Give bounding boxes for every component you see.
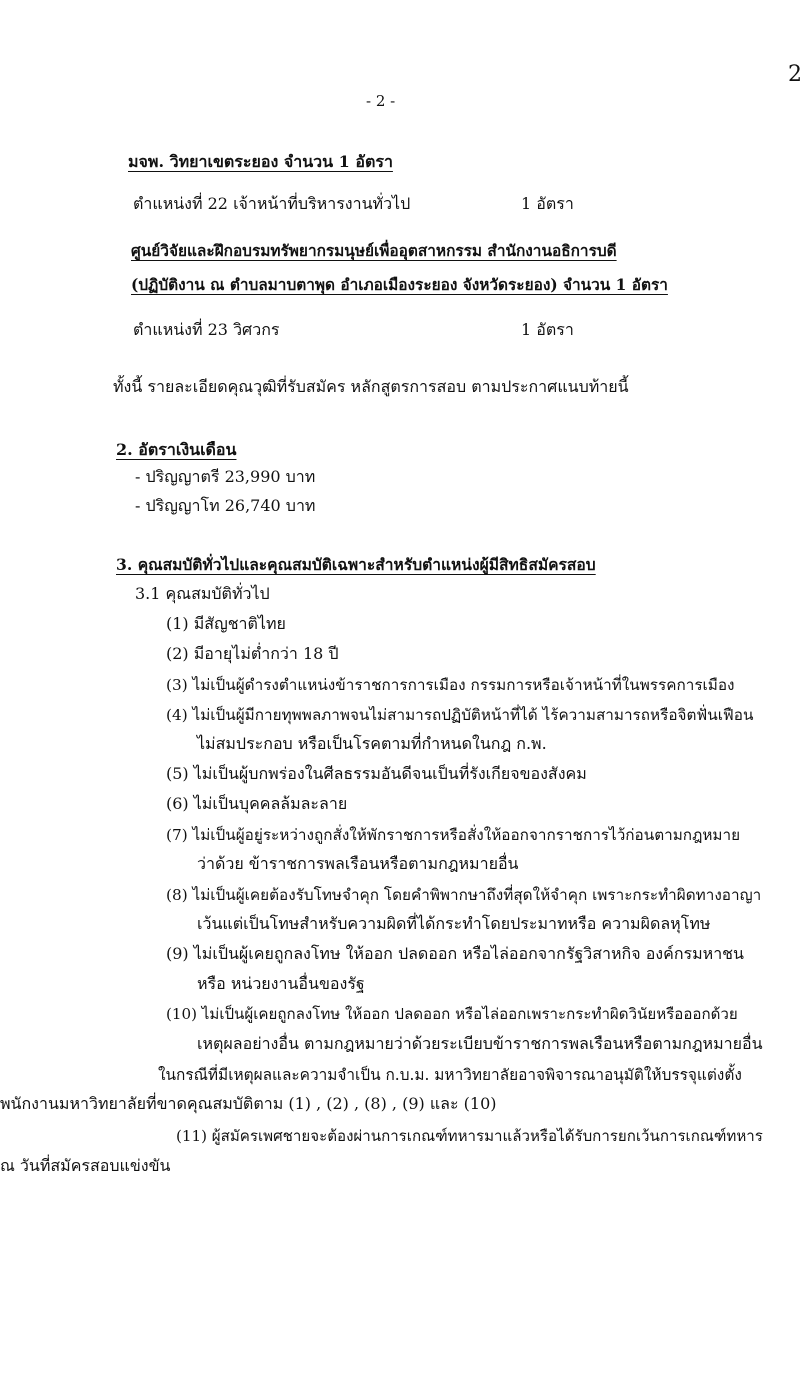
page-corner-number: 2: [788, 62, 802, 87]
unit2-position: ตำแหน่งที่ 23 วิศวกร: [133, 320, 280, 339]
qual-line-5: (5) ไม่เป็นผู้บกพร่องในศีลธรรมอันดีจนเป็นที่รังเกียจของสังคม: [166, 764, 587, 783]
unit1-rate: 1 อัตรา: [521, 194, 574, 213]
qual-line-4: (4) ไม่เป็นผู้มีกายทุพพลภาพจนไม่สามารถปฏิบัติหน้าที่ได้ ไร้ความสามารถหรือจิตฟั่นเฟือน: [166, 706, 754, 724]
note-text: ทั้งนี้ รายละเอียดคุณวุฒิที่รับสมัคร หลักสูตรการสอบ ตามประกาศแนบท้ายนี้: [113, 377, 629, 396]
qual-line-10: (10) ไม่เป็นผู้เคยถูกลงโทษ ให้ออก ปลดออก หรือไล่ออกเพราะกระทำผิดวินัยหรือออกด้วย: [166, 1005, 738, 1023]
unit2-heading-line2: (ปฏิบัติงาน ณ ตำบลมาบตาพุด อำเภอเมืองระยอง จังหวัดระยอง) จำนวน 1 อัตรา: [131, 276, 668, 294]
qual-line-1: (1) มีสัญชาติไทย: [166, 614, 286, 633]
qual-line-10-cont: เหตุผลอย่างอื่น ตามกฎหมายว่าด้วยระเบียบข้าราชการพลเรือนหรือตามกฎหมายอื่น: [197, 1034, 763, 1053]
qual-line-9-cont: หรือ หน่วยงานอื่นของรัฐ: [197, 974, 365, 993]
salary-heading: 2. อัตราเงินเดือน: [116, 440, 237, 459]
unit2-rate: 1 อัตรา: [521, 320, 574, 339]
salary-item-master: - ปริญญาโท 26,740 บาท: [135, 496, 316, 515]
qual-line-7-cont: ว่าด้วย ข้าราชการพลเรือนหรือตามกฎหมายอื่น: [197, 854, 519, 873]
qual-line-11: (11) ผู้สมัครเพศชายจะต้องผ่านการเกณฑ์ทหารมาแล้วหรือได้รับการยกเว้นการเกณฑ์ทหาร: [176, 1127, 763, 1145]
qual-line-11-cont: ณ วันที่สมัครสอบแข่งขัน: [0, 1156, 171, 1175]
unit1-position: ตำแหน่งที่ 22 เจ้าหน้าที่บริหารงานทั่วไป: [133, 194, 411, 213]
qual-line-2: (2) มีอายุไม่ต่ำกว่า 18 ปี: [166, 644, 339, 663]
qualifications-sub-heading: 3.1 คุณสมบัติทั่วไป: [135, 584, 270, 603]
qual-line-6: (6) ไม่เป็นบุคคลล้มละลาย: [166, 794, 348, 813]
unit1-heading: มจพ. วิทยาเขตระยอง จำนวน 1 อัตรา: [128, 152, 393, 171]
qual-line-9: (9) ไม่เป็นผู้เคยถูกลงโทษ ให้ออก ปลดออก หรือไล่ออกจากรัฐวิสาหกิจ องค์กรมหาชน: [166, 944, 744, 963]
page-number: - 2 -: [366, 92, 396, 110]
qualifications-heading: 3. คุณสมบัติทั่วไปและคุณสมบัติเฉพาะสำหรับตำแหน่งผู้มีสิทธิสมัครสอบ: [116, 555, 596, 574]
qual-exception-cont: พนักงานมหาวิทยาลัยที่ขาดคุณสมบัติตาม (1) , (2) , (8) , (9) และ (10): [0, 1094, 497, 1113]
qual-line-7: (7) ไม่เป็นผู้อยู่ระหว่างถูกสั่งให้พักราชการหรือสั่งให้ออกจากราชการไว้ก่อนตามกฎหมาย: [166, 826, 741, 844]
qual-exception-line: ในกรณีที่มีเหตุผลและความจำเป็น ก.บ.ม. มหาวิทยาลัยอาจพิจารณาอนุมัติให้บรรจุแต่งตั้ง: [158, 1066, 742, 1084]
qual-line-4-cont: ไม่สมประกอบ หรือเป็นโรคตามที่กำหนดในกฎ ก.พ.: [197, 734, 547, 753]
qual-line-8-cont: เว้นแต่เป็นโทษสำหรับความผิดที่ได้กระทำโดยประมาทหรือ ความผิดลหุโทษ: [197, 914, 711, 933]
qual-line-3: (3) ไม่เป็นผู้ดำรงตำแหน่งข้าราชการการเมือง กรรมการหรือเจ้าหน้าที่ในพรรคการเมือง: [166, 676, 735, 694]
salary-item-bachelor: - ปริญญาตรี 23,990 บาท: [135, 467, 316, 486]
qual-line-8: (8) ไม่เป็นผู้เคยต้องรับโทษจำคุก โดยคำพิพากษาถึงที่สุดให้จำคุก เพราะกระทำผิดทางอาญา: [166, 886, 762, 904]
unit2-heading-line1: ศูนย์วิจัยและฝึกอบรมทรัพยากรมนุษย์เพื่ออุตสาหกรรม สำนักงานอธิการบดี: [131, 242, 617, 260]
